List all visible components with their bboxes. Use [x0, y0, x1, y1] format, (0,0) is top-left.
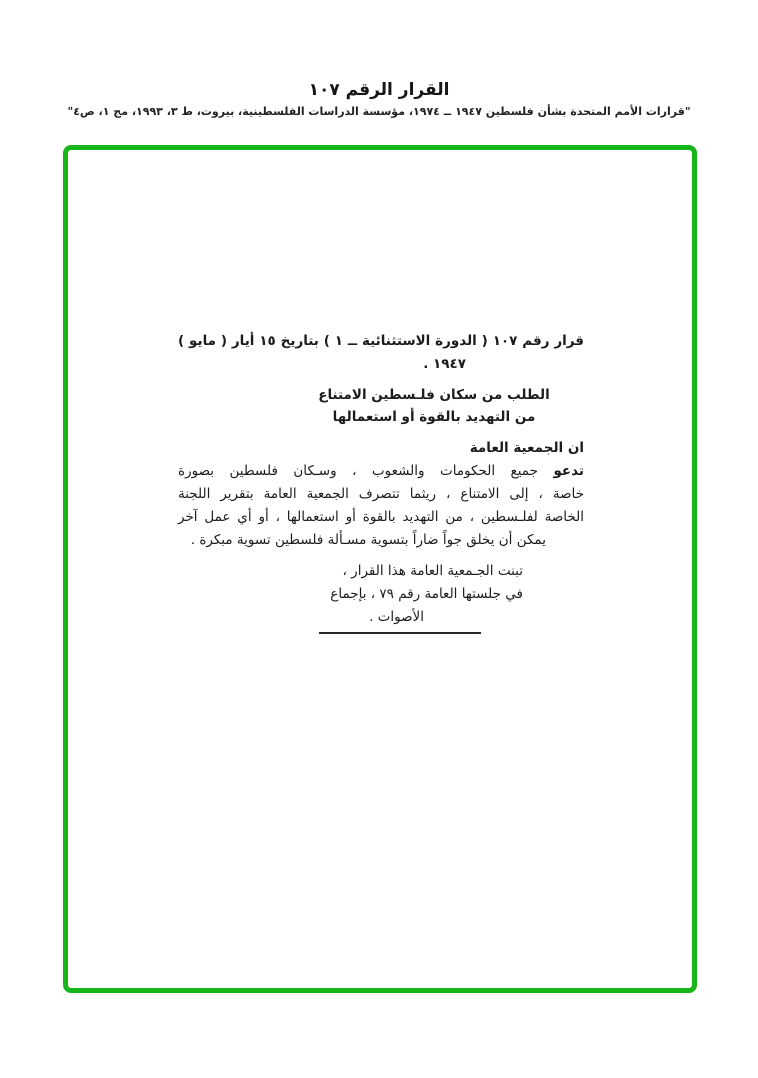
body-line-1 [178, 460, 584, 483]
body-line-4: يمكن أن يخلق جواً ضاراً بتسوية مسـألة فلسطين تسوية مبكرة . [190, 532, 546, 548]
body-line-3: الخاصة لفلـسطين ، من التهديد بالقوة أو استعمالها ، أو أي عمل آخر [178, 509, 584, 525]
resolution-title-line: قرار رقم ١٠٧ ( الدورة الاستثنائية ــ ١ ) بتاريخ ١٥ أيار ( مايو ) [178, 333, 584, 349]
adoption-note [178, 560, 584, 629]
resolution-body [178, 460, 584, 552]
highlight-frame [63, 145, 697, 993]
page-title: القرار الرقم ١٠٧ [308, 80, 450, 100]
resolution-subject [231, 384, 637, 428]
resolution-year-line: ١٩٤٧ . [423, 356, 466, 372]
subject-line-1: الطلب من سكان فلـسطين الامتناع [318, 387, 550, 403]
adoption-line-1: تبنت الجـمعية العامة هذا القرار ، [342, 563, 523, 579]
body-lead-word: تدعو [553, 463, 585, 479]
body-line-2: خاصة ، إلى الامتناع ، ريثما تتصرف الجمعية العامة بتقرير اللجنة [178, 486, 584, 502]
adoption-line-3: الأصوات . [369, 609, 424, 625]
body-line-1-text: جميع الحكومات والشعوب ، وسـكان فلسطين بصورة [178, 463, 538, 479]
preamble-line: ان الجمعية العامة [469, 440, 584, 456]
end-separator-line [319, 632, 481, 634]
adoption-line-2: في جلستها العامة رقم ٧٩ ، بإجماع [330, 586, 523, 602]
resolution-text-block [178, 330, 584, 634]
subject-line-2: من التهديد بالقوة أو استعمالها [332, 409, 536, 425]
citation-line: "قرارات الأمم المتحدة بشأن فلسطين ١٩٤٧ ــ ١٩٧٤، مؤسسة الدراسات الفلسطينية، بيروت، ط ٣، ١٩٩٣، مج ١، ص٤" [67, 105, 691, 118]
